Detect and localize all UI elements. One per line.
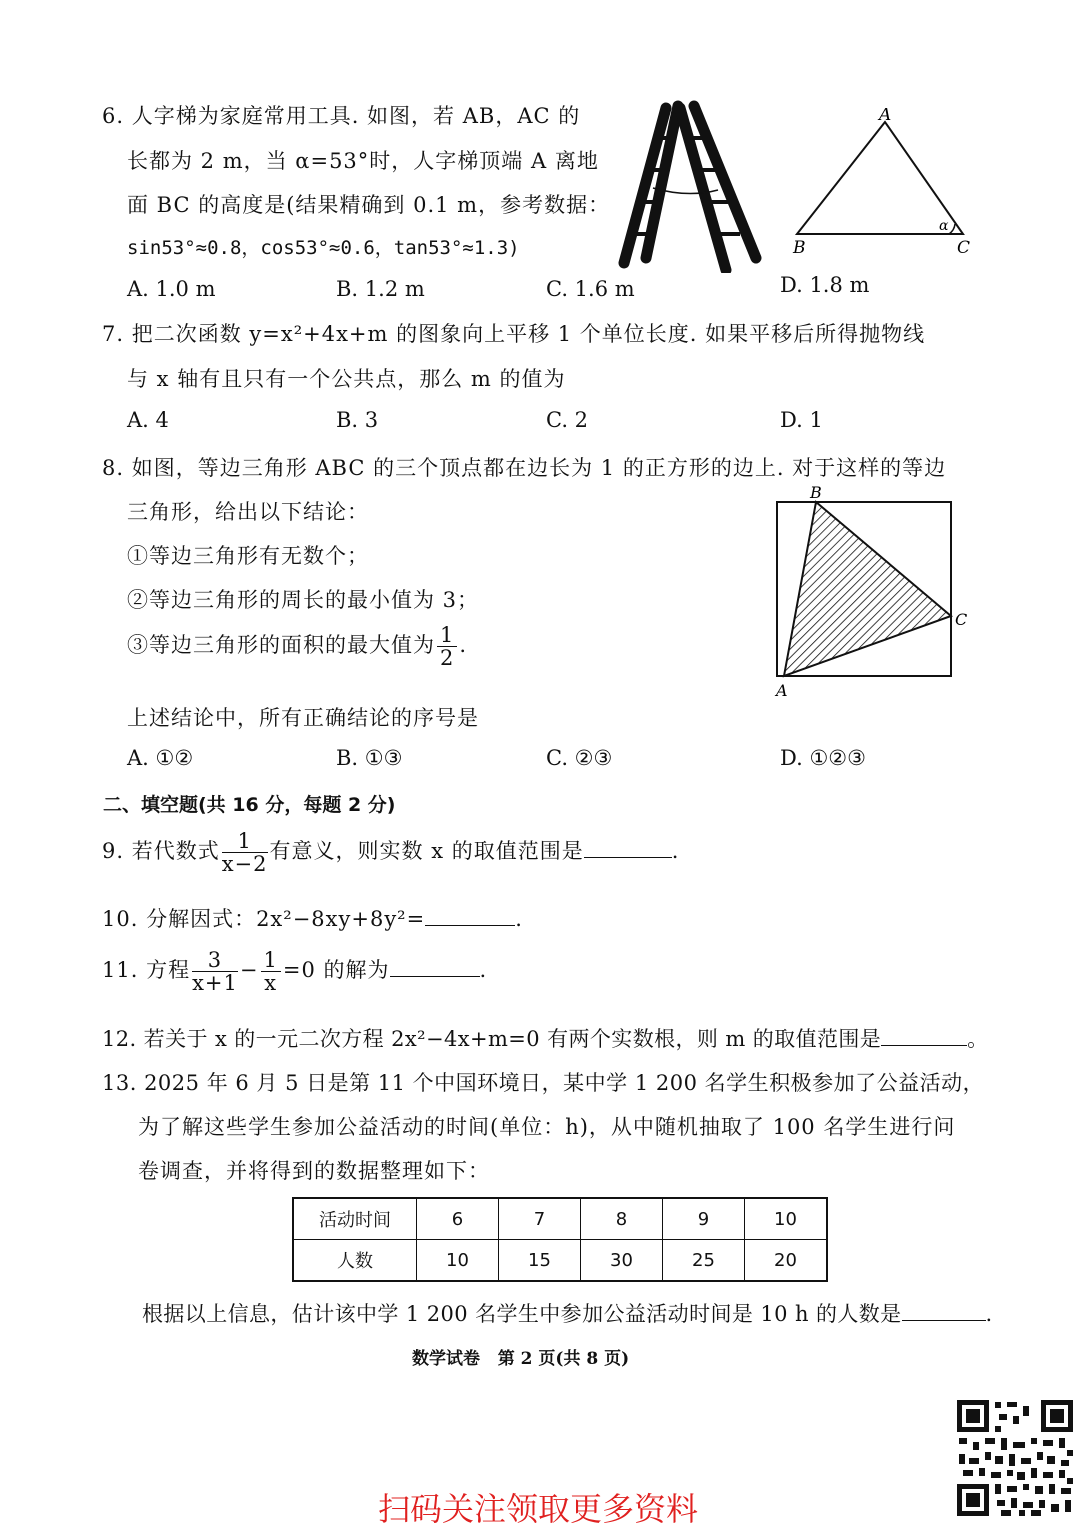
section-heading-fill-in: 二、填空题(共 16 分，每题 2 分) — [103, 794, 396, 816]
q13-question — [142, 1298, 993, 1328]
q8-conclusion-3-end: . — [459, 633, 468, 657]
figure-label-a: A — [879, 108, 892, 125]
square-figure-label-c: C — [955, 610, 968, 629]
q8-line-2: 三角形，给出以下结论： — [127, 500, 369, 524]
table-cell: 6 — [417, 1198, 499, 1240]
table-cell: 9 — [663, 1198, 745, 1240]
table-cell: 15 — [499, 1240, 581, 1282]
q8-conclusion-3-text: ③等边三角形的面积的最大值为 — [127, 633, 435, 657]
q12-answer-blank[interactable] — [881, 1025, 967, 1046]
q8-option-d: D. ①②③ — [780, 746, 866, 770]
table-cell: 10 — [417, 1240, 499, 1282]
q7-option-d: D. 1 — [780, 408, 823, 432]
q8-conclusion-1: ①等边三角形有无数个； — [127, 544, 369, 568]
figure-label-alpha: α — [939, 218, 949, 234]
q9-period: . — [671, 839, 680, 863]
table-cell: 10 — [745, 1198, 828, 1240]
q8-conclusion-3 — [127, 624, 467, 669]
figure-label-c: C — [957, 238, 971, 258]
figure-label-b: B — [793, 238, 806, 258]
q8-option-a: A. ①② — [127, 746, 194, 770]
q7-option-a: A. 4 — [127, 408, 169, 432]
q6-option-b: B. 1.2 m — [336, 277, 425, 301]
q8-option-b: B. ①③ — [336, 746, 403, 770]
q6-option-c: C. 1.6 m — [546, 277, 635, 301]
q13-question-text: 根据以上信息，估计该中学 1 200 名学生中参加公益活动时间是 10 h 的人数是 — [142, 1302, 902, 1326]
table-cell: 20 — [745, 1240, 828, 1282]
square-equilateral-triangle-figure — [772, 480, 982, 702]
q6-line-1: 6. 人字梯为家庭常用工具. 如图，若 AB，AC 的 — [102, 104, 581, 128]
q11-fraction-2 — [261, 949, 281, 994]
q10 — [102, 903, 523, 933]
q6-line-4: sin53°≈0.8，cos53°≈0.6，tan53°≈1.3) — [127, 237, 520, 259]
q12 — [102, 1023, 989, 1053]
q7-option-b: B. 3 — [336, 408, 379, 432]
q8-option-c: C. ②③ — [546, 746, 613, 770]
q9-fraction-numerator: 1 — [222, 830, 268, 853]
q13-line-3: 卷调查，并将得到的数据整理如下： — [138, 1159, 490, 1183]
q9-text-end: 有意义，则实数 x 的取值范围是 — [269, 839, 584, 863]
fraction-denominator: 2 — [440, 646, 455, 670]
qr-code-icon[interactable] — [955, 1398, 1075, 1518]
q11-text-end: =0 的解为 — [282, 958, 390, 982]
table-cell: 7 — [499, 1198, 581, 1240]
q12-period: 。 — [967, 1027, 989, 1051]
q11-fraction-2-denominator: x — [264, 971, 278, 995]
q11-period: . — [479, 958, 488, 982]
q11-minus: − — [239, 958, 259, 982]
activity-time-table — [292, 1197, 828, 1282]
q9-text-start: 9. 若代数式 — [102, 839, 220, 863]
q13-answer-blank[interactable] — [902, 1300, 986, 1321]
table-cell: 30 — [581, 1240, 663, 1282]
q8-conclusion-2: ②等边三角形的周长的最小值为 3； — [127, 588, 480, 612]
q6-option-a: A. 1.0 m — [127, 277, 216, 301]
promo-text: 扫码关注领取更多资料 — [378, 1490, 699, 1528]
q10-text: 10. 分解因式：2x²−8xy+8y²= — [102, 907, 426, 931]
q7-line-2: 与 x 轴有且只有一个公共点，那么 m 的值为 — [127, 367, 566, 391]
table-row — [293, 1240, 827, 1282]
q12-text: 12. 若关于 x 的一元二次方程 2x²−4x+m=0 有两个实数根，则 m 的取值范围是 — [102, 1027, 882, 1051]
table-cell: 8 — [581, 1198, 663, 1240]
q6-line-2: 长都为 2 m，当 α=53°时，人字梯顶端 A 离地 — [127, 149, 599, 173]
q11-answer-blank[interactable] — [390, 956, 480, 977]
q9-answer-blank[interactable] — [584, 837, 672, 858]
q9-fraction-denominator: x−2 — [221, 852, 268, 876]
q13-period: . — [985, 1302, 993, 1326]
q9 — [102, 830, 679, 875]
ladder-illustration — [608, 98, 778, 273]
square-figure-label-a: A — [776, 681, 788, 700]
q9-fraction — [222, 830, 268, 875]
q8-line-1: 8. 如图，等边三角形 ABC 的三个顶点都在边长为 1 的正方形的边上. 对于这样的等边 — [102, 456, 947, 480]
q10-period: . — [515, 907, 523, 931]
q13-line-2: 为了解这些学生参加公益活动的时间(单位：h)，从中随机抽取了 100 名学生进行问 — [138, 1115, 956, 1139]
table-cell: 25 — [663, 1240, 745, 1282]
triangle-abc-figure — [785, 108, 985, 258]
q11-fraction-2-numerator: 1 — [261, 949, 281, 972]
q11-fraction-1-denominator: x+1 — [192, 971, 238, 995]
q10-answer-blank[interactable] — [425, 905, 515, 926]
page-footer: 数学试卷 第 2 页(共 8 页) — [412, 1349, 630, 1369]
fraction-one-half — [437, 624, 457, 669]
table-row-label-hours: 活动时间 — [293, 1198, 417, 1240]
table-row-label-count: 人数 — [293, 1240, 417, 1282]
q11-text-start: 11. 方程 — [102, 958, 191, 982]
fraction-numerator: 1 — [437, 624, 457, 647]
q11-fraction-1-numerator: 3 — [192, 949, 238, 972]
q8-question: 上述结论中，所有正确结论的序号是 — [127, 706, 479, 730]
square-figure-label-b: B — [810, 483, 822, 502]
q6-option-d: D. 1.8 m — [780, 273, 870, 297]
table-row — [293, 1198, 827, 1240]
q13-line-1: 13. 2025 年 6 月 5 日是第 11 个中国环境日，某中学 1 200 名学生积极参加了公益活动， — [102, 1071, 985, 1095]
q11-fraction-1 — [192, 949, 238, 994]
q11 — [102, 949, 487, 994]
q6-line-3: 面 BC 的高度是(结果精确到 0.1 m，参考数据： — [127, 193, 611, 217]
q7-option-c: C. 2 — [546, 408, 589, 432]
q7-line-1: 7. 把二次函数 y=x²+4x+m 的图象向上平移 1 个单位长度. 如果平移后所得抛物线 — [102, 322, 926, 346]
